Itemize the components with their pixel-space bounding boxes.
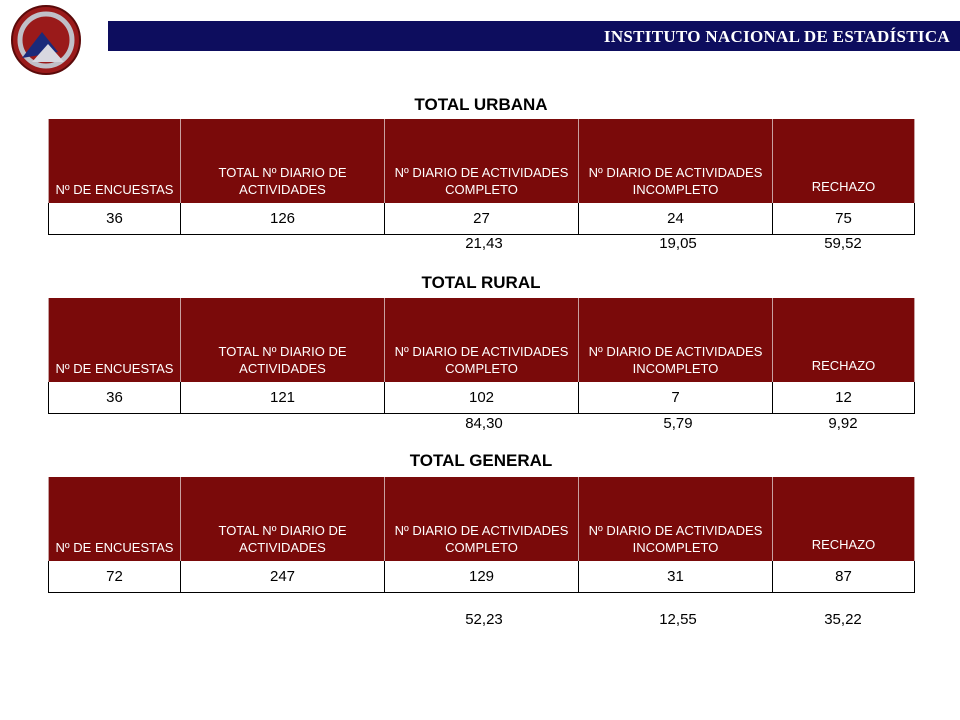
table-header-row (49, 119, 915, 203)
table-cell: 72 (49, 561, 181, 593)
column-header: Nº DE ENCUESTAS (49, 119, 181, 203)
section-title: TOTAL RURAL (421, 273, 541, 292)
table-cell: 102 (385, 382, 579, 414)
column-header: RECHAZO (773, 119, 915, 203)
table-header-row (49, 477, 915, 561)
data-table (48, 298, 915, 414)
table-cell: 12 (773, 382, 915, 414)
percentage-completo: 52,23 (465, 611, 503, 628)
percentage-completo: 84,30 (465, 415, 503, 432)
column-header: Nº DIARIO DE ACTIVIDADES COMPLETO (385, 477, 579, 561)
table-cell: 31 (579, 561, 773, 593)
data-table (48, 119, 915, 235)
section-title: TOTAL GENERAL (409, 451, 553, 470)
table-cell: 36 (49, 203, 181, 235)
table-cell: 126 (181, 203, 385, 235)
data-table (48, 477, 915, 593)
ine-logo-icon (8, 2, 84, 78)
section-title: TOTAL URBANA (414, 95, 548, 114)
percentage-rechazo: 35,22 (824, 611, 862, 628)
table-cell: 24 (579, 203, 773, 235)
column-header: Nº DE ENCUESTAS (49, 298, 181, 382)
table-cell: 247 (181, 561, 385, 593)
column-header: RECHAZO (773, 477, 915, 561)
institute-title: INSTITUTO NACIONAL DE ESTADÍSTICA (603, 27, 950, 46)
header-banner (108, 21, 960, 51)
column-header: TOTAL Nº DIARIO DE ACTIVIDADES (181, 119, 385, 203)
percentage-incompleto: 19,05 (659, 235, 697, 252)
table-cell: 129 (385, 561, 579, 593)
percentage-completo: 21,43 (465, 235, 503, 252)
percentage-rechazo: 9,92 (828, 415, 858, 432)
column-header: Nº DIARIO DE ACTIVIDADES INCOMPLETO (579, 477, 773, 561)
column-header: Nº DIARIO DE ACTIVIDADES COMPLETO (385, 119, 579, 203)
percentage-rechazo: 59,52 (824, 235, 862, 252)
table-cell: 75 (773, 203, 915, 235)
percentage-incompleto: 5,79 (663, 415, 693, 432)
table-header-row (49, 298, 915, 382)
table-row (49, 561, 915, 593)
table-cell: 36 (49, 382, 181, 414)
table-cell: 87 (773, 561, 915, 593)
percentage-incompleto: 12,55 (659, 611, 697, 628)
column-header: Nº DIARIO DE ACTIVIDADES COMPLETO (385, 298, 579, 382)
table-cell: 121 (181, 382, 385, 414)
column-header: TOTAL Nº DIARIO DE ACTIVIDADES (181, 298, 385, 382)
column-header: Nº DIARIO DE ACTIVIDADES INCOMPLETO (579, 298, 773, 382)
column-header: Nº DE ENCUESTAS (49, 477, 181, 561)
table-cell: 7 (579, 382, 773, 414)
table-cell: 27 (385, 203, 579, 235)
table-row (49, 203, 915, 235)
column-header: TOTAL Nº DIARIO DE ACTIVIDADES (181, 477, 385, 561)
table-row (49, 382, 915, 414)
column-header: Nº DIARIO DE ACTIVIDADES INCOMPLETO (579, 119, 773, 203)
column-header: RECHAZO (773, 298, 915, 382)
